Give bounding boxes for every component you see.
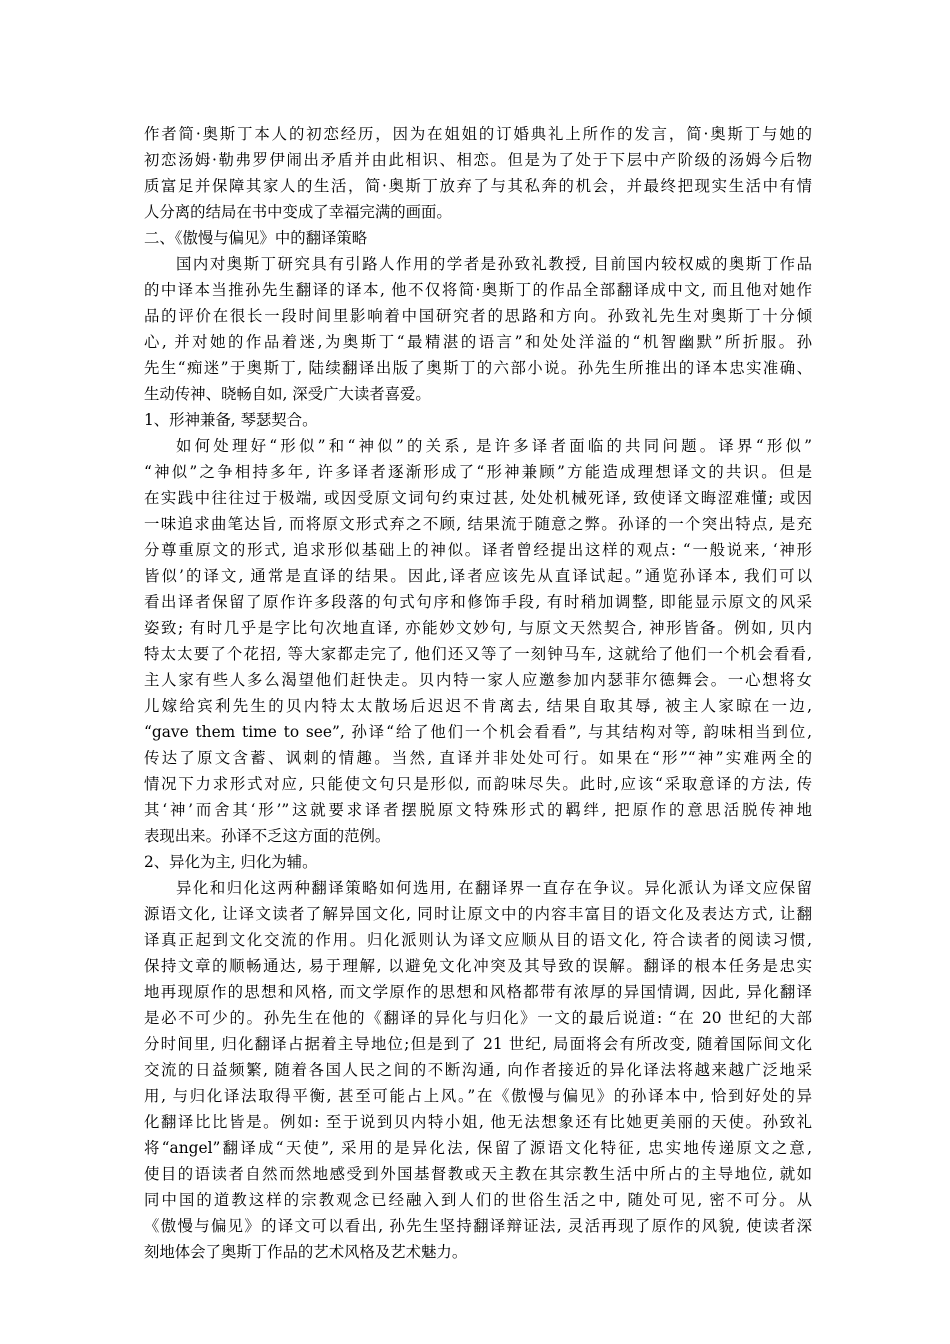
- text-line: 分时间里, 归化翻译占据着主导地位;但是到了 21 世纪, 局面将会有所改变, 随着国际间文化: [144, 1035, 812, 1053]
- text-line: 心, 并对她的作品着迷,为奥斯丁“最精湛的语言”和处处洋溢的“机智幽默”所折服。孙: [144, 333, 812, 351]
- text-line: 国内对奥斯丁研究具有引路人作用的学者是孙致礼教授, 目前国内较权威的奥斯丁作品: [176, 255, 812, 273]
- text-line: 保持文章的顺畅通达, 易于理解, 以避免文化冲突及其导致的误解。翻译的根本任务是忠实: [144, 957, 812, 975]
- text-line: 分尊重原文的形式, 追求形似基础上的神似。译者曾经提出这样的观点: “一般说来, ‘神形: [144, 541, 812, 559]
- text-line: 的中译本当推孙先生翻译的译本, 他不仅将简·奥斯丁的作品全部翻译成中文, 而且他对她作: [144, 281, 812, 299]
- text-line: 二、《傲慢与偏见》中的翻译策略: [144, 229, 368, 247]
- text-line: 将“angel”翻译成“天使”, 采用的是异化法, 保留了源语文化特征, 忠实地传递原文之意,: [144, 1139, 812, 1157]
- text-line: 皆似’的译文, 通常是直译的结果。因此,译者应该先从直译试起。”通览孙译本, 我们可以: [144, 567, 812, 585]
- text-line: “神似”之争相持多年, 许多译者逐渐形成了“形神兼顾”方能造成理想译文的共识。但是: [144, 463, 812, 481]
- text-line: 异化和归化这两种翻译策略如何选用, 在翻译界一直存在争议。异化派认为译文应保留: [176, 879, 812, 897]
- text-line: “gave them time to see”, 孙译“给了他们一个机会看看”, 与其结构对等, 韵味相当到位,: [144, 723, 812, 741]
- text-line: 看出译者保留了原作许多段落的句式句序和修饰手段, 有时稍加调整, 即能显示原文的风采: [144, 593, 812, 611]
- text-line: 初恋汤姆·勒弗罗伊闹出矛盾并由此相识、相恋。但是为了处于下层中产阶级的汤姆今后物: [144, 151, 812, 169]
- text-line: 先生“痴迷”于奥斯丁, 陆续翻译出版了奥斯丁的六部小说。孙先生所推出的译本忠实准确、: [144, 359, 812, 377]
- text-line: 《傲慢与偏见》的译文可以看出, 孙先生坚持翻译辩证法, 灵活再现了原作的风貌, 使读者深: [144, 1217, 812, 1235]
- text-line: 姿致; 有时几乎是字比句次地直译, 亦能妙文妙句, 与原文天然契合, 神形皆备。例如, 贝内: [144, 619, 812, 637]
- text-line: 传达了原文含蓄、讽刺的情趣。当然, 直译并非处处可行。如果在“形”“神”实难两全的: [144, 749, 812, 767]
- text-line: 源语文化, 让译文读者了解异国文化, 同时让原文中的内容丰富目的语文化及表达方式, 让翻: [144, 905, 812, 923]
- text-line: 特太太要了个花招, 等大家都走完了, 他们还又等了一刻钟马车, 这就给了他们一个机会看看,: [144, 645, 812, 663]
- text-line: 质富足并保障其家人的生活，简·奥斯丁放弃了与其私奔的机会，并最终把现实生活中有情: [144, 177, 812, 195]
- text-line: 品的评价在很长一段时间里影响着中国研究者的思路和方向。孙致礼先生对奥斯丁十分倾: [144, 307, 812, 325]
- text-line: 交流的日益频繁, 随着各国人民之间的不断沟通, 向作者接近的异化译法将越来越广泛地采: [144, 1061, 812, 1079]
- text-line: 儿嫁给宾利先生的贝内特太太散场后迟迟不肯离去, 结果自取其辱, 被主人家晾在一边,: [144, 697, 812, 715]
- text-line: 是必不可少的。孙先生在他的《翻译的异化与归化》一文的最后说道: “在 20 世纪的大部: [144, 1009, 812, 1027]
- text-line: 使目的语读者自然而然地感受到外国基督教或天主教在其宗教生活中所占的主导地位, 就如: [144, 1165, 812, 1183]
- text-line: 如何处理好“形似”和“神似”的关系, 是许多译者面临的共同问题。译界“形似”: [176, 437, 812, 455]
- text-line: 主人家有些人多么渴望他们赶快走。贝内特一家人应邀参加内瑟菲尔德舞会。一心想将女: [144, 671, 812, 689]
- text-line: 1、形神兼备, 琴瑟契合。: [144, 411, 318, 429]
- document-body: [144, 121, 812, 1265]
- text-line: 在实践中往往过于极端, 或因受原文词句约束过甚, 处处机械死译, 致使译文晦涩难懂; 或因: [144, 489, 812, 507]
- text-line: 用, 与归化译法取得平衡, 甚至可能占上风。”在《傲慢与偏见》的孙译本中, 恰到好处的异: [144, 1087, 812, 1105]
- text-line: 其‘神’而舍其‘形’”这就要求译者摆脱原文特殊形式的羁绊, 把原作的意思活脱传神地: [144, 801, 812, 819]
- text-line: 情况下力求形式对应, 只能使文句只是形似, 而韵味尽失。此时,应该“采取意译的方法, 传: [144, 775, 812, 793]
- text-line: 地再现原作的思想和风格, 而文学原作的思想和风格都带有浓厚的异国情调, 因此, 异化翻译: [144, 983, 812, 1001]
- text-line: 生动传神、晓畅自如, 深受广大读者喜爱。: [144, 385, 431, 403]
- text-line: 2、异化为主, 归化为辅。: [144, 853, 318, 871]
- text-line: 一味追求曲笔达旨, 而将原文形式弃之不顾, 结果流于随意之弊。孙译的一个突出特点, 是充: [144, 515, 812, 533]
- text-line: 作者简·奥斯丁本人的初恋经历，因为在姐姐的订婚典礼上所作的发言，简·奥斯丁与她的: [144, 125, 812, 143]
- text-line: 人分离的结局在书中变成了幸福完满的画面。: [144, 203, 452, 221]
- text-line: 刻地体会了奥斯丁作品的艺术风格及艺术魅力。: [144, 1243, 468, 1261]
- text-line: 译真正起到文化交流的作用。归化派则认为译文应顺从目的语文化, 符合读者的阅读习惯,: [144, 931, 812, 949]
- text-line: 同中国的道教这样的宗教观念已经融入到人们的世俗生活之中, 随处可见, 密不可分。从: [144, 1191, 812, 1209]
- text-line: 化翻译比比皆是。例如: 至于说到贝内特小姐, 他无法想象还有比她更美丽的天使。孙致礼: [144, 1113, 812, 1131]
- text-line: 表现出来。孙译不乏这方面的范例。: [144, 827, 391, 845]
